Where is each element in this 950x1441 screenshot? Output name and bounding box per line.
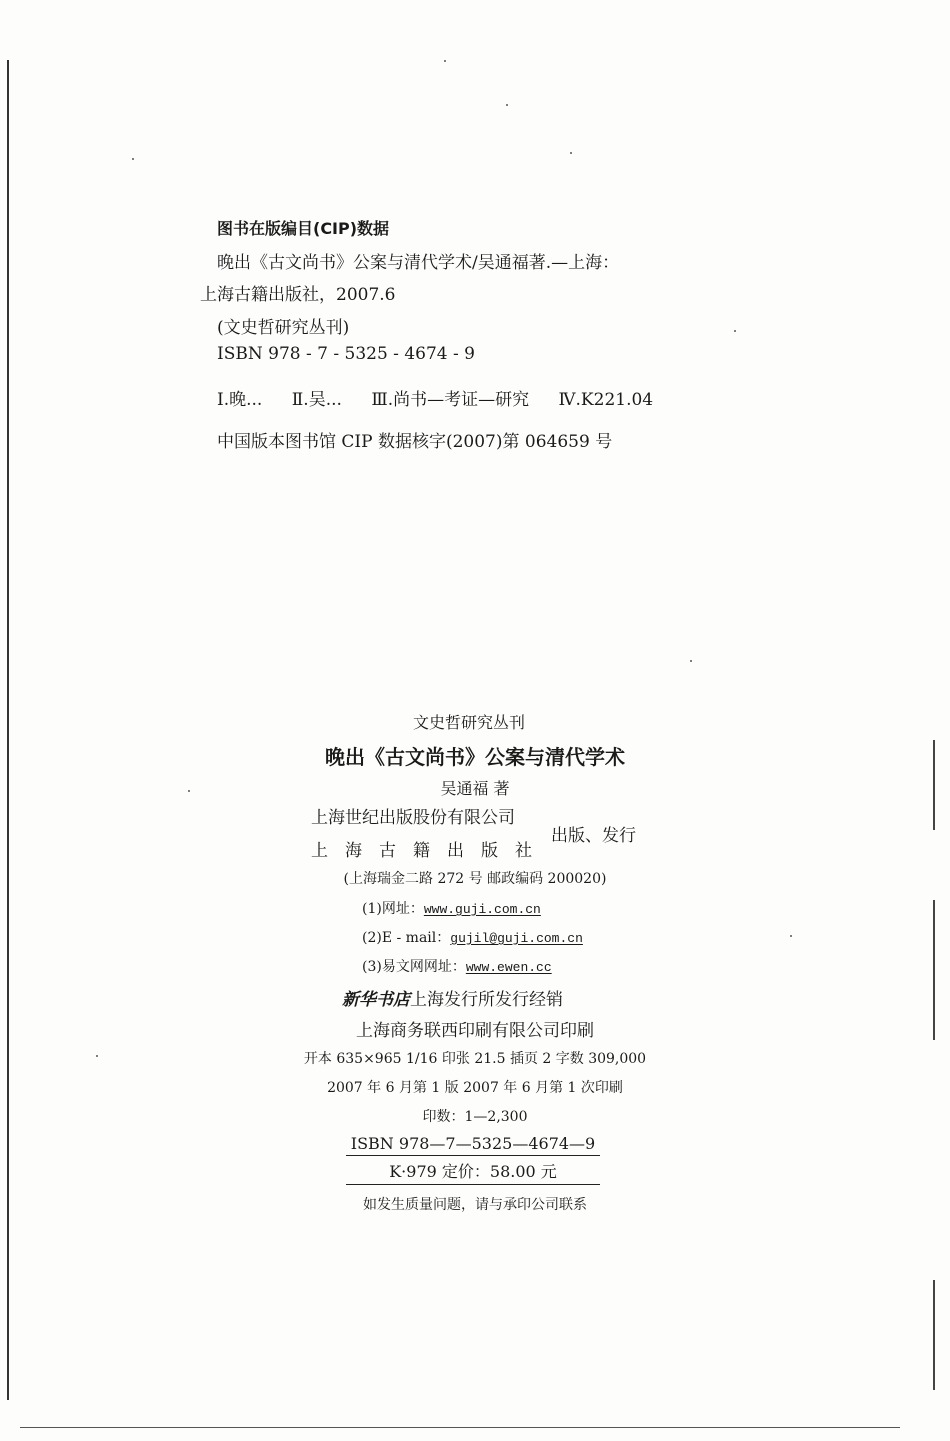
email-label: (2)E - mail： xyxy=(362,930,451,946)
scan-speck xyxy=(506,104,508,106)
cip-title-line: 晚出《古文尚书》公案与清代学术/吴通福著.—上海： xyxy=(217,253,620,273)
scan-speck xyxy=(570,152,572,154)
scan-speck xyxy=(132,158,134,160)
cip-heading: 图书在版编目(CIP)数据 xyxy=(217,219,390,238)
quality-notice: 如发生质量问题，请与承印公司联系 xyxy=(363,1197,587,1213)
colophon-address: (上海瑞金二路 272 号 邮政编码 200020) xyxy=(343,871,607,887)
ewen-link[interactable]: www.ewen.cc xyxy=(465,960,552,975)
isbn-price-box xyxy=(346,1134,600,1185)
publisher-group: 上海世纪出版股份有限公司 xyxy=(311,808,515,828)
email-link[interactable]: gujil@guji.com.cn xyxy=(450,931,583,946)
scan-bottom-rule xyxy=(20,1427,900,1428)
website-link[interactable]: www.guji.com.cn xyxy=(423,902,541,917)
scan-speck xyxy=(790,935,792,937)
cip-class-item: Ⅳ.K221.04 xyxy=(558,390,654,410)
scan-right-edge-mark xyxy=(933,1280,935,1390)
cip-isbn: ISBN 978 - 7 - 5325 - 4674 - 9 xyxy=(217,344,475,364)
scan-speck xyxy=(690,660,692,662)
colophon-publishers xyxy=(311,803,636,861)
distributor-text: 上海发行所发行经销 xyxy=(410,990,563,1010)
format-specs: 开本 635×965 1/16 印张 21.5 插页 2 字数 309,000 xyxy=(303,1051,647,1067)
ewen-row xyxy=(362,956,552,976)
cip-publisher-line: 上海古籍出版社，2007.6 xyxy=(200,285,396,305)
cip-approval: 中国版本图书馆 CIP 数据核字(2007)第 064659 号 xyxy=(217,432,613,452)
cip-class-item: Ⅱ.吴... xyxy=(291,390,342,410)
cip-classification xyxy=(217,385,677,410)
print-run: 印数：1—2,300 xyxy=(422,1109,528,1125)
colophon-price: K·979 定价：58.00 元 xyxy=(346,1156,600,1185)
website-label: (1)网址： xyxy=(362,901,424,917)
cip-class-item: Ⅰ.晚... xyxy=(217,390,263,410)
colophon-series: 文史哲研究丛刊 xyxy=(412,713,525,732)
cip-class-item: Ⅲ.尚书—考证—研究 xyxy=(371,390,530,410)
distributor-line xyxy=(342,985,563,1010)
scan-speck xyxy=(734,330,736,332)
email-row xyxy=(362,927,583,947)
colophon-author: 吴通福 著 xyxy=(440,779,510,798)
xinhua-bookstore-logo: 新华书店 xyxy=(342,990,410,1010)
publisher-role: 出版、发行 xyxy=(551,826,636,846)
publisher-name: 上海古籍出版社 xyxy=(311,841,549,861)
colophon-isbn: ISBN 978—7—5325—4674—9 xyxy=(346,1134,600,1156)
ewen-label: (3)易文网网址： xyxy=(362,959,466,975)
website-row xyxy=(362,898,541,918)
colophon-book-title: 晚出《古文尚书》公案与清代学术 xyxy=(325,745,625,769)
edition-info: 2007 年 6 月第 1 版 2007 年 6 月第 1 次印刷 xyxy=(327,1080,623,1096)
printer-line: 上海商务联西印刷有限公司印刷 xyxy=(356,1021,594,1041)
cip-series-line: (文史哲研究丛刊) xyxy=(217,318,350,338)
scan-speck xyxy=(444,60,446,62)
